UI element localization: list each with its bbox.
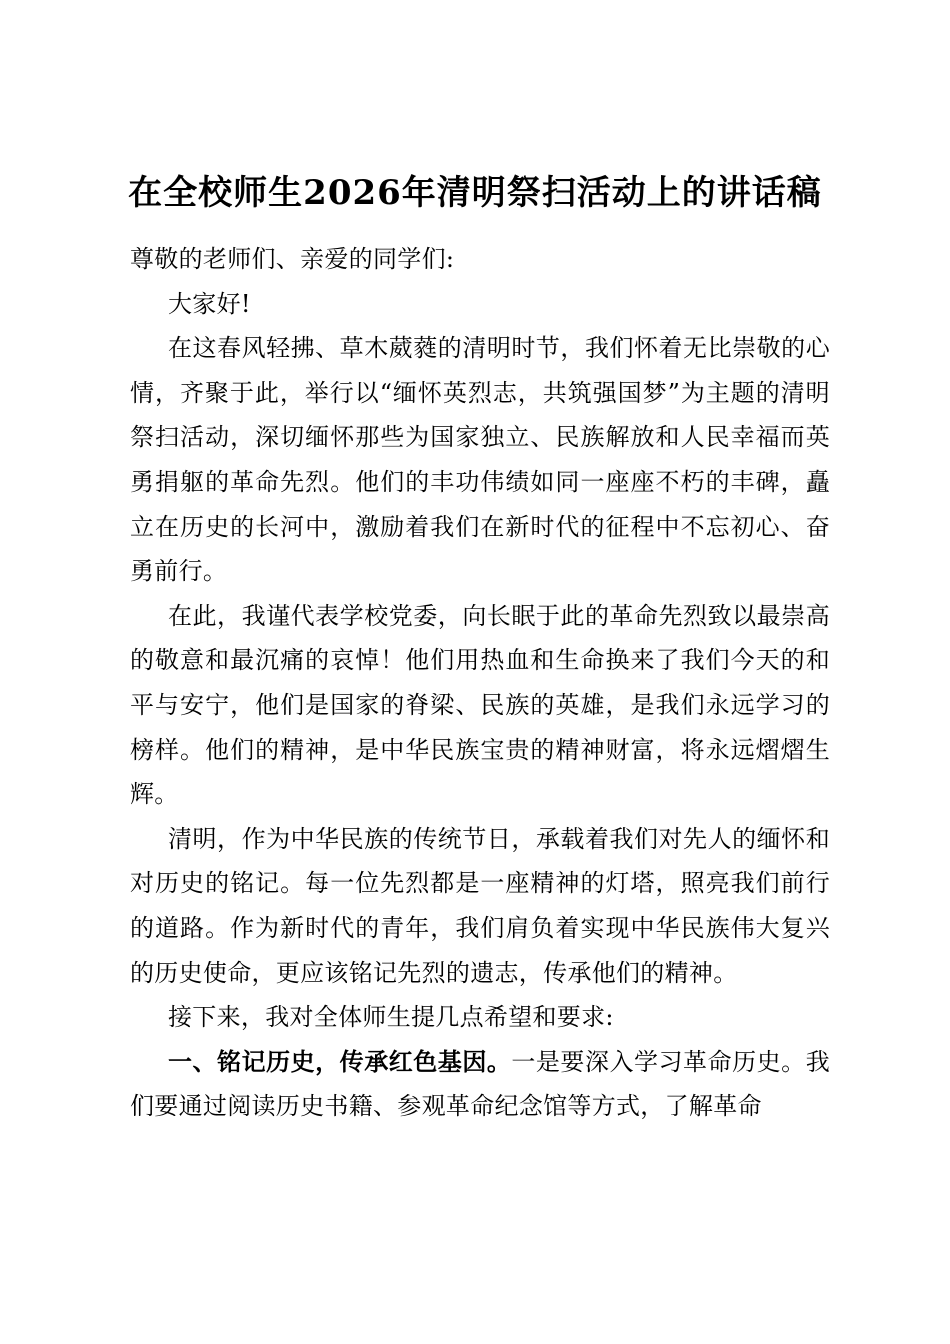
paragraph-1: 在这春风轻拂、草木葳蕤的清明时节，我们怀着无比崇敬的心情，齐聚于此，举行以“缅怀英烈志，共筑强国梦”为主题的清明祭扫活动，深切缅怀那些为国家独立、民族解放和人民幸福而英勇捐躯的革命先烈。他们的丰功伟绩如同一座座不朽的丰碑，矗立在历史的长河中，激励着我们在新时代的征程中不忘初心、奋勇前行。 — [130, 334, 830, 586]
document-body — [130, 237, 830, 1129]
section-1-text: 一是要深入学习革命历史。我们要通过阅读历史书籍、参观革命纪念馆等方式，了解革命 — [130, 1047, 830, 1121]
section-1-heading: 一、铭记历史，传承红色基因。 — [168, 1046, 512, 1076]
salutation: 尊敬的老师们、亲爱的同学们: — [130, 245, 455, 273]
paragraph-2: 在此，我谨代表学校党委，向长眠于此的革命先烈致以最崇高的敬意和最沉痛的哀悼！他们用热血和生命换来了我们今天的和平与安宁，他们是国家的脊梁、民族的英雄，是我们永远学习的榜样。他们的精神，是中华民族宝贵的精神财富，将永远熠熠生辉。 — [130, 601, 830, 809]
paragraph-4: 接下来，我对全体师生提几点希望和要求: — [168, 1003, 614, 1032]
greeting: 大家好! — [168, 289, 251, 318]
document-title: 在全校师生2026年清明祭扫活动上的讲话稿 — [128, 173, 822, 213]
section-1-paragraph — [130, 1040, 830, 1129]
paragraph-3: 清明，作为中华民族的传统节日，承载着我们对先人的缅怀和对历史的铭记。每一位先烈都是一座精神的灯塔，照亮我们前行的道路。作为新时代的青年，我们肩负着实现中华民族伟大复兴的历史使命，更应该铭记先烈的遗志，传承他们的精神。 — [130, 824, 830, 987]
